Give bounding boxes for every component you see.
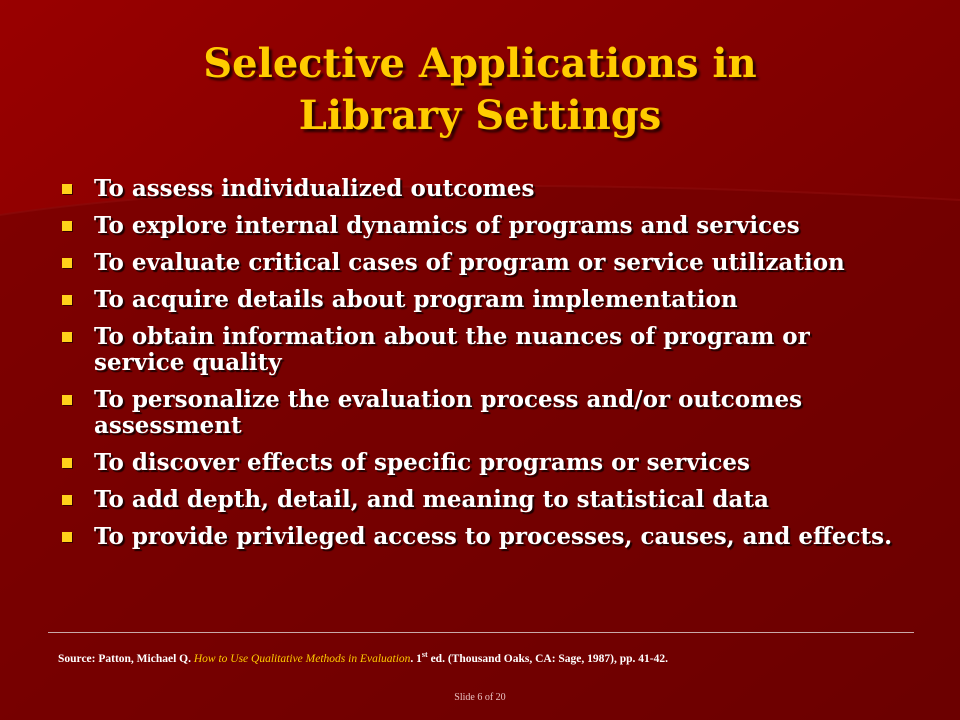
bullet-text: To evaluate critical cases of program or service utilization [94, 249, 845, 276]
bullet-item [60, 324, 900, 376]
square-bullet-icon [62, 258, 72, 268]
square-bullet-icon [62, 395, 72, 405]
bullet-text: To assess individualized outcomes [94, 175, 535, 202]
source-superscript: st [421, 650, 428, 660]
source-citation [58, 652, 918, 666]
source-book-title: How to Use Qualitative Methods in Evaluation [193, 653, 411, 665]
footer-divider [48, 632, 914, 633]
bullet-item [60, 387, 900, 439]
bullet-text: To personalize the evaluation process and/or outcomes assessment [94, 386, 803, 439]
title-line-2: Library Settings [298, 92, 662, 139]
bullet-text: To explore internal dynamics of programs and services [94, 212, 800, 239]
bullet-item [60, 487, 900, 513]
square-bullet-icon [62, 332, 72, 342]
bullet-item [60, 287, 900, 313]
source-after-title: . 1 [410, 653, 422, 665]
bullet-item [60, 213, 900, 239]
slide-number: Slide 6 of 20 [454, 692, 506, 703]
square-bullet-icon [62, 221, 72, 231]
slide-title [0, 38, 960, 142]
bullet-text: To discover effects of specific programs or services [94, 449, 750, 476]
bullet-text: To provide privileged access to processes, causes, and effects. [94, 523, 893, 550]
bullet-item [60, 524, 900, 550]
bullet-list [60, 176, 900, 561]
bullet-text: To add depth, detail, and meaning to statistical data [94, 486, 769, 513]
square-bullet-icon [62, 532, 72, 542]
title-line-1: Selective Applications in [203, 40, 757, 87]
bullet-item [60, 176, 900, 202]
square-bullet-icon [62, 495, 72, 505]
source-suffix: ed. (Thousand Oaks, CA: Sage, 1987), pp. 41-42. [427, 653, 668, 665]
bullet-item [60, 250, 900, 276]
square-bullet-icon [62, 295, 72, 305]
source-prefix: Source: Patton, Michael Q. [58, 653, 194, 665]
bullet-text: To obtain information about the nuances of program or service quality [94, 323, 810, 376]
bullet-item [60, 450, 900, 476]
square-bullet-icon [62, 458, 72, 468]
square-bullet-icon [62, 184, 72, 194]
bullet-text: To acquire details about program implementation [94, 286, 738, 313]
